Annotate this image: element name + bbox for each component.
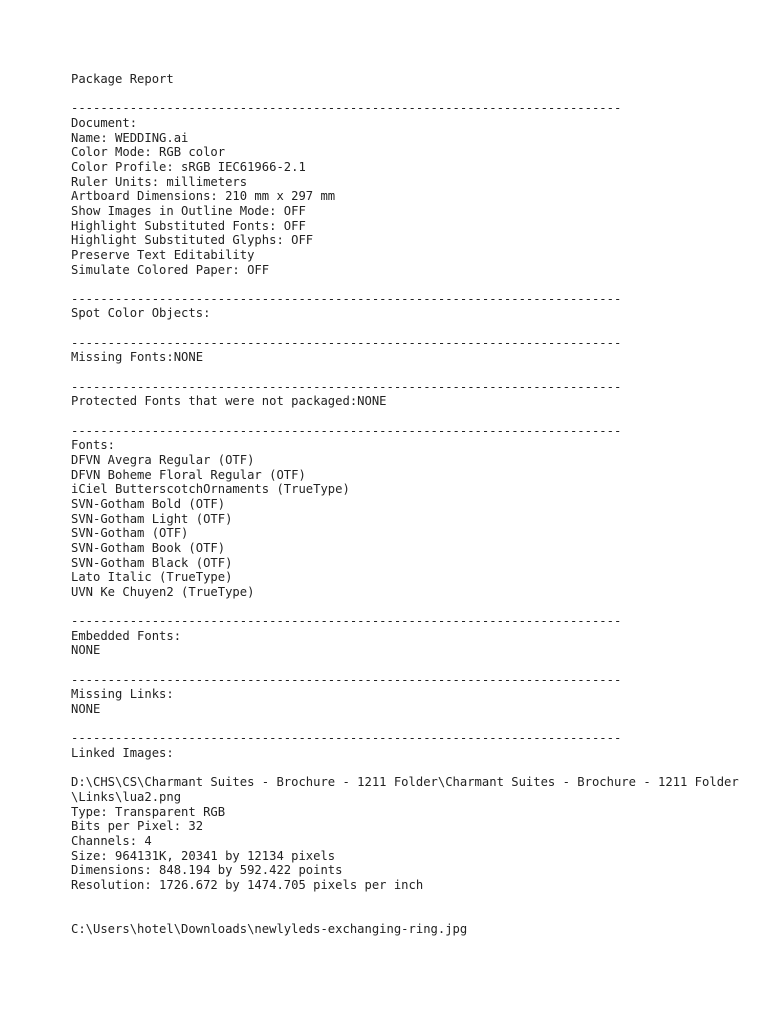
missing-links-value: NONE [71,702,101,716]
missing-links-heading: Missing Links: [71,687,174,702]
document-preserve-text: Preserve Text Editability [71,247,255,262]
font-item: UVN Ke Chuyen2 (TrueType) [71,584,255,599]
linked-images-heading: Linked Images: [71,745,174,760]
section-separator: --------------------------------------------------------------------------- [71,101,622,116]
font-item: SVN-Gotham Light (OTF) [71,511,233,526]
spacer [71,277,751,292]
font-item: SVN-Gotham Black (OTF) [71,555,233,570]
font-item: DFVN Avegra Regular (OTF) [71,452,255,467]
document-outline-mode: Show Images in Outline Mode: OFF [71,203,306,218]
spacer [71,761,751,776]
spacer [71,907,751,922]
spacer [71,658,751,673]
linked-image-channels: Channels: 4 [71,833,152,848]
section-separator: --------------------------------------------------------------------------- [71,335,622,350]
document-ruler-units: Ruler Units: millimeters [71,174,248,189]
linked-image-path: D:\CHS\CS\Charmant Suites - Brochure - 1211 Folder\Charmant Suites - Brochure - 1211 Folder\Links\lua2.png [71,775,739,804]
spacer [71,892,751,907]
font-item: SVN-Gotham Bold (OTF) [71,496,226,511]
spacer [71,599,751,614]
document-highlight-glyphs: Highlight Substituted Glyphs: OFF [71,233,314,248]
spacer [71,321,751,336]
linked-image-dimensions: Dimensions: 848.194 by 592.422 points [71,863,343,878]
document-heading: Document: [71,115,138,130]
section-separator: --------------------------------------------------------------------------- [71,291,622,306]
document-name: Name: WEDDING.ai [71,130,189,145]
font-item: iCiel ButterscotchOrnaments (TrueType) [71,482,350,497]
section-separator: --------------------------------------------------------------------------- [71,423,622,438]
document-artboard-dimensions: Artboard Dimensions: 210 mm x 297 mm [71,189,336,204]
font-item: SVN-Gotham (OTF) [71,526,189,541]
section-separator: --------------------------------------------------------------------------- [71,672,622,687]
document-color-mode: Color Mode: RGB color [71,145,226,160]
linked-image-path: C:\Users\hotel\Downloads\newlyleds-exchanging-ring.jpg [71,921,468,936]
fonts-heading: Fonts: [71,438,116,453]
spacer [71,365,751,380]
section-separator: --------------------------------------------------------------------------- [71,731,622,746]
embedded-fonts-heading: Embedded Fonts: [71,628,182,643]
section-separator: --------------------------------------------------------------------------- [71,614,622,629]
protected-fonts-heading: Protected Fonts that were not packaged:NONE [71,394,387,409]
spot-color-heading: Spot Color Objects: [71,306,211,321]
spacer [71,87,751,102]
linked-image-type: Type: Transparent RGB [71,804,226,819]
font-item: DFVN Boheme Floral Regular (OTF) [71,467,306,482]
embedded-fonts-value: NONE [71,643,101,658]
spacer [71,717,751,732]
package-report [71,72,751,936]
document-colored-paper: Simulate Colored Paper: OFF [71,262,270,277]
linked-image-entry [71,775,751,892]
linked-image-entry [71,922,751,937]
document-color-profile: Color Profile: sRGB IEC61966-2.1 [71,159,306,174]
linked-image-size: Size: 964131K, 20341 by 12134 pixels [71,848,336,863]
report-title: Package Report [71,72,174,86]
missing-fonts-heading: Missing Fonts:NONE [71,350,204,365]
linked-image-resolution: Resolution: 1726.672 by 1474.705 pixels per inch [71,877,424,892]
font-item: Lato Italic (TrueType) [71,570,233,585]
spacer [71,409,751,424]
linked-image-bits: Bits per Pixel: 32 [71,819,204,834]
document-highlight-fonts: Highlight Substituted Fonts: OFF [71,218,306,233]
section-separator: --------------------------------------------------------------------------- [71,379,622,394]
font-item: SVN-Gotham Book (OTF) [71,540,226,555]
